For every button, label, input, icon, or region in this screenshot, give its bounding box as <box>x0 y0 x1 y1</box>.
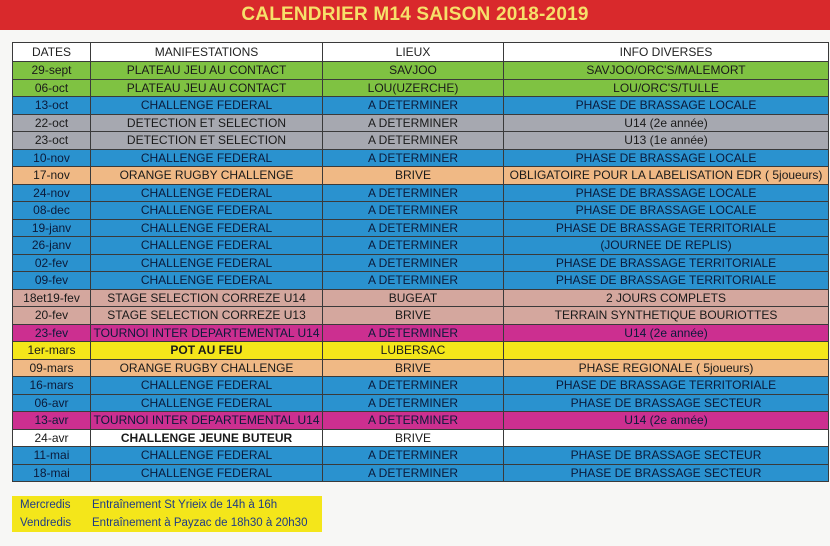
row-date: 23-oct <box>13 132 91 150</box>
page-title: CALENDRIER M14 SAISON 2018-2019 <box>241 4 589 25</box>
row-place: A DETERMINER <box>323 254 504 272</box>
table-row <box>13 307 829 325</box>
row-info: U14 (2e année) <box>504 114 829 132</box>
row-event: CHALLENGE FEDERAL <box>91 202 323 220</box>
row-info: PHASE DE BRASSAGE TERRITORIALE <box>504 377 829 395</box>
row-place: BRIVE <box>323 359 504 377</box>
row-info: PHASE DE BRASSAGE TERRITORIALE <box>504 219 829 237</box>
row-info: (JOURNEE DE REPLIS) <box>504 237 829 255</box>
row-date: 11-mai <box>13 447 91 465</box>
row-place: A DETERMINER <box>323 202 504 220</box>
row-info: U14 (2e année) <box>504 412 829 430</box>
header-info-diverses: INFO DIVERSES <box>504 43 829 62</box>
row-place: A DETERMINER <box>323 237 504 255</box>
table-header-row <box>13 43 829 62</box>
row-info: PHASE DE BRASSAGE SECTEUR <box>504 464 829 482</box>
row-date: 06-oct <box>13 79 91 97</box>
row-place: A DETERMINER <box>323 114 504 132</box>
row-info: PHASE DE BRASSAGE LOCALE <box>504 184 829 202</box>
row-info: PHASE DE BRASSAGE SECTEUR <box>504 447 829 465</box>
table-row <box>13 202 829 220</box>
row-event: DETECTION ET SELECTION <box>91 132 323 150</box>
header-manifestations: MANIFESTATIONS <box>91 43 323 62</box>
table-row <box>13 237 829 255</box>
row-event: CHALLENGE FEDERAL <box>91 272 323 290</box>
row-event: CHALLENGE FEDERAL <box>91 254 323 272</box>
row-event: CHALLENGE FEDERAL <box>91 464 323 482</box>
table-row <box>13 132 829 150</box>
row-info: PHASE DE BRASSAGE LOCALE <box>504 149 829 167</box>
row-date: 13-avr <box>13 412 91 430</box>
row-event: PLATEAU JEU AU CONTACT <box>91 62 323 80</box>
training-text: Entraînement St Yrieix de 14h à 16h <box>92 499 278 511</box>
table-row <box>13 62 829 80</box>
table-row <box>13 219 829 237</box>
row-place: BUGEAT <box>323 289 504 307</box>
row-event: CHALLENGE FEDERAL <box>91 184 323 202</box>
row-place: A DETERMINER <box>323 184 504 202</box>
row-place: LUBERSAC <box>323 342 504 360</box>
row-place: A DETERMINER <box>323 132 504 150</box>
row-date: 29-sept <box>13 62 91 80</box>
row-place: A DETERMINER <box>323 412 504 430</box>
row-info: PHASE REGIONALE ( 5joueurs) <box>504 359 829 377</box>
row-info: SAVJOO/ORC'S/MALEMORT <box>504 62 829 80</box>
row-date: 02-fev <box>13 254 91 272</box>
row-date: 06-avr <box>13 394 91 412</box>
row-info: PHASE DE BRASSAGE TERRITORIALE <box>504 254 829 272</box>
row-date: 24-nov <box>13 184 91 202</box>
row-info: PHASE DE BRASSAGE TERRITORIALE <box>504 272 829 290</box>
row-date: 1er-mars <box>13 342 91 360</box>
row-info: TERRAIN SYNTHETIQUE BOURIOTTES <box>504 307 829 325</box>
row-place: BRIVE <box>323 429 504 447</box>
table-row <box>13 254 829 272</box>
row-place: A DETERMINER <box>323 324 504 342</box>
row-info: PHASE DE BRASSAGE SECTEUR <box>504 394 829 412</box>
row-event: CHALLENGE JEUNE BUTEUR <box>91 429 323 447</box>
table-row <box>13 447 829 465</box>
row-place: LOU(UZERCHE) <box>323 79 504 97</box>
row-event: POT AU FEU <box>91 342 323 360</box>
row-event: DETECTION ET SELECTION <box>91 114 323 132</box>
row-info: U14 (2e année) <box>504 324 829 342</box>
calendar-table <box>12 42 829 482</box>
row-info: LOU/ORC'S/TULLE <box>504 79 829 97</box>
row-date: 19-janv <box>13 219 91 237</box>
table-row <box>13 377 829 395</box>
row-date: 23-fev <box>13 324 91 342</box>
row-date: 10-nov <box>13 149 91 167</box>
row-event: CHALLENGE FEDERAL <box>91 447 323 465</box>
row-date: 09-mars <box>13 359 91 377</box>
table-row <box>13 149 829 167</box>
table-row <box>13 167 829 185</box>
row-place: BRIVE <box>323 167 504 185</box>
table-row <box>13 394 829 412</box>
row-info: 2 JOURS COMPLETS <box>504 289 829 307</box>
table-row <box>13 79 829 97</box>
row-date: 16-mars <box>13 377 91 395</box>
table-row <box>13 359 829 377</box>
row-date: 22-oct <box>13 114 91 132</box>
row-event: ORANGE RUGBY CHALLENGE <box>91 359 323 377</box>
row-info: PHASE DE BRASSAGE LOCALE <box>504 97 829 115</box>
row-date: 26-janv <box>13 237 91 255</box>
table-row <box>13 464 829 482</box>
row-place: A DETERMINER <box>323 464 504 482</box>
training-day: Mercredis <box>20 499 71 511</box>
row-date: 17-nov <box>13 167 91 185</box>
header-dates: DATES <box>13 43 91 62</box>
row-place: A DETERMINER <box>323 149 504 167</box>
row-event: CHALLENGE FEDERAL <box>91 377 323 395</box>
row-info: OBLIGATOIRE POUR LA LABELISATION EDR ( 5joueurs) <box>504 167 829 185</box>
row-place: A DETERMINER <box>323 394 504 412</box>
table-row <box>13 324 829 342</box>
row-date: 08-dec <box>13 202 91 220</box>
row-event: STAGE SELECTION CORREZE U14 <box>91 289 323 307</box>
training-row <box>12 496 322 514</box>
row-date: 20-fev <box>13 307 91 325</box>
row-date: 18et19-fev <box>13 289 91 307</box>
training-day: Vendredis <box>20 517 72 529</box>
row-event: TOURNOI INTER DEPARTEMENTAL U14 <box>91 412 323 430</box>
table-row <box>13 272 829 290</box>
row-place: SAVJOO <box>323 62 504 80</box>
row-date: 18-mai <box>13 464 91 482</box>
title-banner <box>0 0 830 30</box>
row-event: CHALLENGE FEDERAL <box>91 149 323 167</box>
row-event: TOURNOI INTER DEPARTEMENTAL U14 <box>91 324 323 342</box>
row-place: A DETERMINER <box>323 272 504 290</box>
header-lieux: LIEUX <box>323 43 504 62</box>
row-event: CHALLENGE FEDERAL <box>91 219 323 237</box>
training-box <box>12 496 322 532</box>
row-place: A DETERMINER <box>323 219 504 237</box>
table-row <box>13 342 829 360</box>
row-date: 13-oct <box>13 97 91 115</box>
row-event: ORANGE RUGBY CHALLENGE <box>91 167 323 185</box>
table-row <box>13 114 829 132</box>
table-row <box>13 184 829 202</box>
row-event: CHALLENGE FEDERAL <box>91 394 323 412</box>
row-event: CHALLENGE FEDERAL <box>91 237 323 255</box>
training-text: Entraînement à Payzac de 18h30 à 20h30 <box>92 517 308 529</box>
row-place: A DETERMINER <box>323 97 504 115</box>
calendar-body <box>13 62 829 482</box>
row-info <box>504 429 829 447</box>
row-date: 24-avr <box>13 429 91 447</box>
training-row <box>12 514 322 532</box>
row-place: A DETERMINER <box>323 377 504 395</box>
row-place: BRIVE <box>323 307 504 325</box>
table-row <box>13 289 829 307</box>
table-row <box>13 429 829 447</box>
row-event: CHALLENGE FEDERAL <box>91 97 323 115</box>
row-date: 09-fev <box>13 272 91 290</box>
row-info: PHASE DE BRASSAGE LOCALE <box>504 202 829 220</box>
row-info: U13 (1e année) <box>504 132 829 150</box>
table-row <box>13 412 829 430</box>
table-row <box>13 97 829 115</box>
row-info <box>504 342 829 360</box>
row-place: A DETERMINER <box>323 447 504 465</box>
row-event: PLATEAU JEU AU CONTACT <box>91 79 323 97</box>
row-event: STAGE SELECTION CORREZE U13 <box>91 307 323 325</box>
